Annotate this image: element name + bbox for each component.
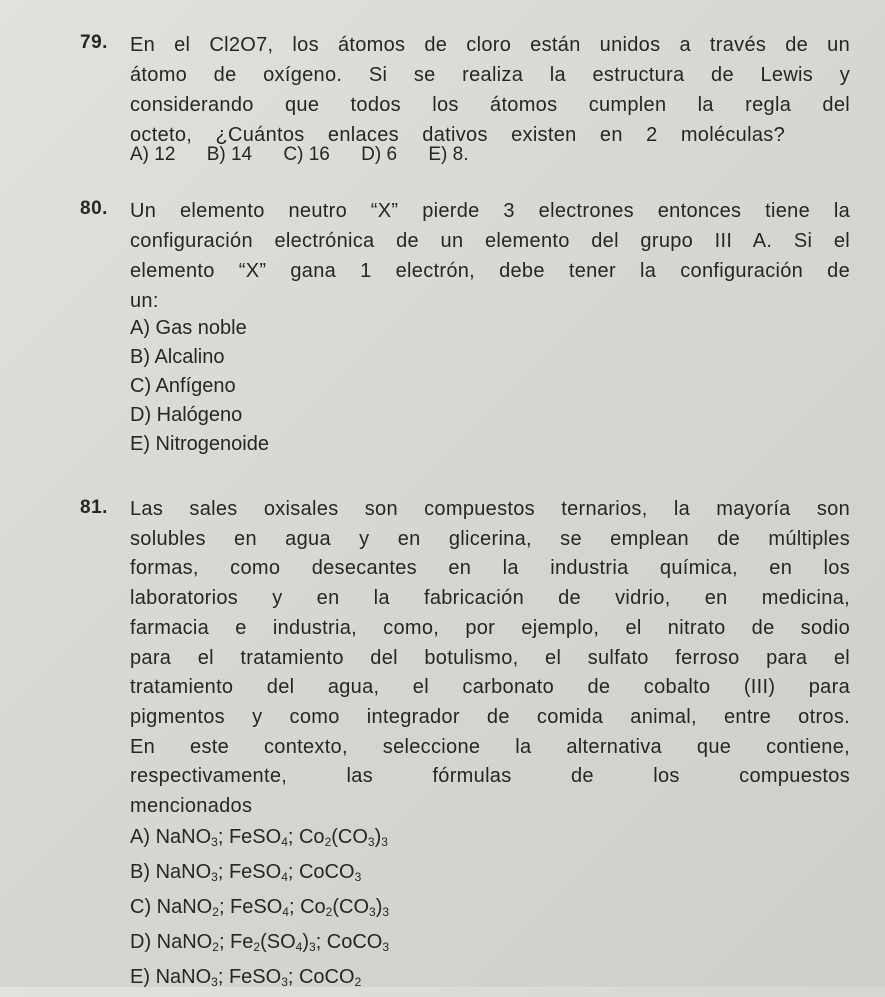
option-a[interactable]: A) 12: [130, 144, 176, 165]
option-letter: C): [130, 896, 152, 918]
text-line: elemento “X” gana 1 electrón, debe tener la configuración de: [130, 260, 850, 282]
question-text: [130, 495, 850, 822]
text-line: Un elemento neutro “X” pierde 3 electrones entonces tiene la: [130, 200, 850, 222]
answer-options: [130, 314, 269, 459]
text-line: configuración electrónica de un elemento del grupo III A. Si el: [130, 230, 850, 252]
text-line: En el Cl2O7, los átomos de cloro están unidos a través de un: [130, 34, 850, 56]
option-letter: D): [130, 931, 152, 953]
formula: NaNO$_3$; FeSO$_4$; CoCO$_3$: [155, 861, 362, 884]
formula: NaNO$_3$; FeSO$_3$; CoCO$_2$: [155, 966, 362, 989]
option-c[interactable]: [130, 892, 389, 927]
text-line: laboratorios y en la fabricación de vidrio, en medicina,: [130, 587, 850, 610]
text-line: para el tratamiento del botulismo, el sulfato ferroso para el: [130, 646, 850, 669]
question-text: [130, 30, 850, 150]
text-line: mencionados: [130, 795, 253, 818]
question-number: 81.: [80, 497, 108, 518]
option-b[interactable]: [130, 857, 389, 892]
formula: NaNO$_3$; FeSO$_4$; $Co_2(CO_3)_3$: [155, 826, 388, 849]
question-number: 80.: [80, 198, 108, 219]
text-line: octeto, ¿Cuántos enlaces dativos existen en 2 moléculas?: [130, 124, 785, 146]
option-a[interactable]: [130, 822, 389, 857]
text-line: solubles en agua y en glicerina, se emplean de múltiples: [130, 527, 850, 550]
text-line: tratamiento del agua, el carbonato de cobalto (III) para: [130, 676, 850, 699]
option-d[interactable]: D) Halógeno: [130, 404, 243, 426]
text-line: pigmentos y como integrador de comida animal, entre otros.: [130, 705, 850, 728]
option-d[interactable]: [130, 927, 389, 962]
answer-options: [130, 144, 494, 166]
text-line: considerando que todos los átomos cumplen la regla del: [130, 94, 850, 116]
text-line: respectivamente, las fórmulas de los compuestos: [130, 765, 850, 788]
option-a[interactable]: A) Gas noble: [130, 317, 247, 339]
option-b[interactable]: B) 14: [206, 144, 253, 165]
text-line: En este contexto, seleccione la alternativa que contiene,: [130, 735, 850, 758]
text-line: un:: [130, 290, 159, 312]
formula: NaNO$_2$; $Fe_2(SO_4)_3$; CoCO$_3$: [156, 931, 390, 954]
text-line: farmacia e industria, como, por ejemplo, el nitrato de sodio: [130, 616, 850, 639]
option-letter: B): [130, 861, 150, 883]
question-text: [130, 196, 850, 316]
option-e[interactable]: E) 8.: [428, 144, 469, 165]
option-c[interactable]: C) Anfígeno: [130, 375, 236, 397]
option-b[interactable]: B) Alcalino: [130, 346, 225, 368]
answer-options: [130, 822, 389, 997]
text-line: átomo de oxígeno. Si se realiza la estructura de Lewis y: [130, 64, 850, 86]
text-line: formas, como desecantes en la industria química, en los: [130, 557, 850, 580]
option-c[interactable]: C) 16: [283, 144, 330, 165]
option-e[interactable]: [130, 962, 389, 997]
option-letter: A): [130, 826, 150, 848]
formula: NaNO$_2$; FeSO$_4$; $Co_2(CO_3)_3$: [156, 896, 390, 919]
option-d[interactable]: D) 6: [361, 144, 398, 165]
option-e[interactable]: E) Nitrogenoide: [130, 433, 269, 455]
question-number: 79.: [80, 32, 108, 53]
option-letter: E): [130, 966, 150, 988]
text-line: Las sales oxisales son compuestos ternarios, la mayoría son: [130, 498, 850, 520]
